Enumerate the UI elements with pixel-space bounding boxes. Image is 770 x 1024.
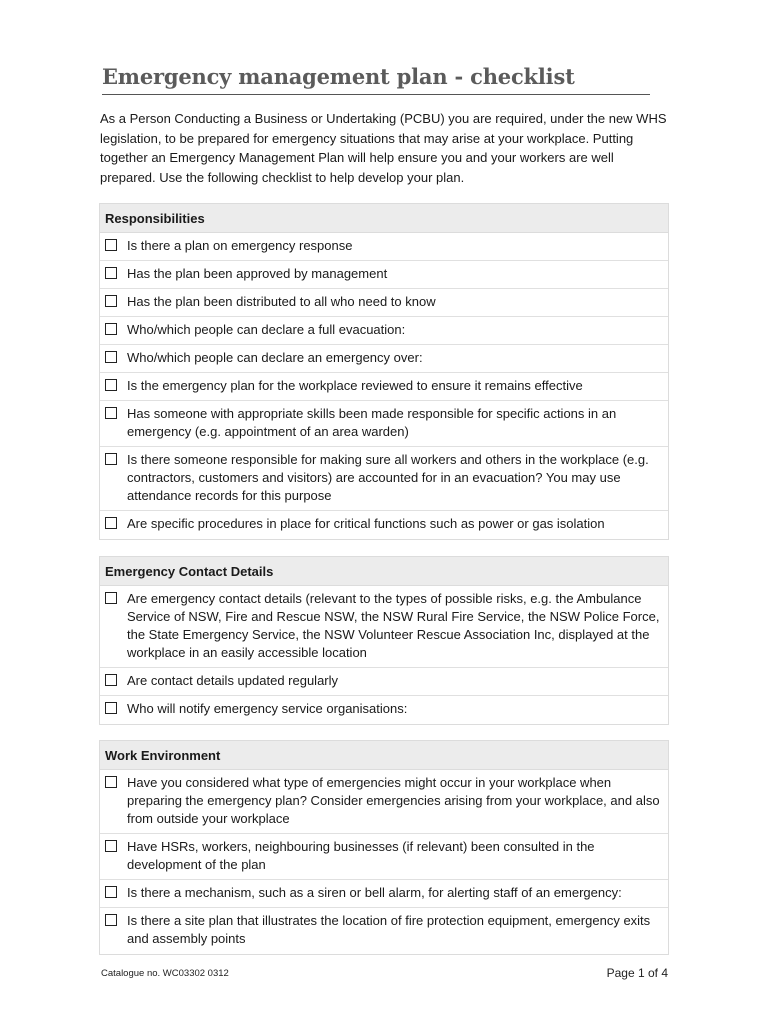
checkbox[interactable] — [105, 453, 117, 465]
checkbox[interactable] — [105, 517, 117, 529]
checklist-item-label: Is there a mechanism, such as a siren or bell alarm, for alerting staff of an emergency: — [127, 885, 622, 900]
section-responsibilities — [99, 203, 669, 540]
checklist-item-label: Is there a site plan that illustrates the location of fire protection equipment, emergency exits and assembly points — [127, 913, 651, 946]
checklist-item — [100, 908, 668, 954]
checkbox[interactable] — [105, 592, 117, 604]
section-heading: Work Environment — [100, 741, 668, 770]
catalogue-number: Catalogue no. WC03302 0312 — [101, 968, 229, 979]
checklist-item-label: Is the emergency plan for the workplace reviewed to ensure it remains effective — [127, 378, 583, 393]
page-number: Page 1 of 4 — [606, 966, 668, 980]
checklist-item-label: Who will notify emergency service organisations: — [127, 701, 408, 716]
checkbox[interactable] — [105, 407, 117, 419]
checklist-item — [100, 880, 668, 908]
checklist-item — [100, 373, 668, 401]
checklist-item — [100, 770, 668, 834]
checklist-item-label: Has the plan been distributed to all who need to know — [127, 294, 436, 309]
checklist-item — [100, 696, 668, 724]
checklist-item — [100, 317, 668, 345]
checklist-item-label: Is there a plan on emergency response — [127, 238, 353, 253]
checklist-item-label: Have HSRs, workers, neighbouring businesses (if relevant) been consulted in the development of the plan — [127, 839, 595, 872]
checkbox[interactable] — [105, 840, 117, 852]
checklist-item — [100, 233, 668, 261]
checklist-item-label: Have you considered what type of emergencies might occur in your workplace when preparing the emergency plan? Consider emergencies arising from your workplace, and also from outside your workplace — [127, 775, 660, 826]
checklist-item — [100, 401, 668, 447]
section-work-environment — [99, 740, 669, 955]
checklist-item-label: Who/which people can declare an emergency over: — [127, 350, 423, 365]
checklist-item-label: Are emergency contact details (relevant to the types of possible risks, e.g. the Ambulance Service of NSW, Fire and Rescue NSW, the NSW Rural Fire Service, the NSW Police Force, the State Emergency Service, the NSW Volunteer Rescue Association Inc, displayed at the workplace in an easily accessible location — [127, 591, 660, 660]
checklist-item-label: Are specific procedures in place for critical functions such as power or gas isolation — [127, 516, 605, 531]
checklist-item — [100, 511, 668, 539]
checkbox[interactable] — [105, 886, 117, 898]
checkbox[interactable] — [105, 914, 117, 926]
section-heading: Responsibilities — [100, 204, 668, 233]
checklist-item-label: Has the plan been approved by management — [127, 266, 388, 281]
checkbox[interactable] — [105, 674, 117, 686]
checklist-item-label: Are contact details updated regularly — [127, 673, 339, 688]
checkbox[interactable] — [105, 702, 117, 714]
checklist-item — [100, 261, 668, 289]
checkbox[interactable] — [105, 239, 117, 251]
checklist-item — [100, 834, 668, 880]
checkbox[interactable] — [105, 267, 117, 279]
section-emergency-contact-details — [99, 556, 669, 725]
checkbox[interactable] — [105, 323, 117, 335]
checkbox[interactable] — [105, 776, 117, 788]
checklist-item-label: Is there someone responsible for making sure all workers and others in the workplace (e.g. contractors, customers and visitors) are accounted for in an evacuation? You may use attendance records for this purpose — [127, 452, 649, 503]
checklist-item-label: Has someone with appropriate skills been made responsible for specific actions in an emergency (e.g. appointment of an area warden) — [127, 406, 617, 439]
checklist-item — [100, 289, 668, 317]
checklist-item — [100, 447, 668, 511]
intro-paragraph: As a Person Conducting a Business or Undertaking (PCBU) you are required, under the new WHS legislation, to be prepared for emergency situations that may arise at your workplace. Putting together an Emergency Management Plan will help ensure you and your workers are well prepared. Use the following checklist to help develop your plan. — [100, 111, 667, 185]
checklist-item — [100, 345, 668, 373]
checklist-item — [100, 586, 668, 668]
checkbox[interactable] — [105, 351, 117, 363]
section-heading: Emergency Contact Details — [100, 557, 668, 586]
checklist-item — [100, 668, 668, 696]
checkbox[interactable] — [105, 295, 117, 307]
page-title: Emergency management plan - checklist — [102, 64, 650, 95]
checkbox[interactable] — [105, 379, 117, 391]
checklist-item-label: Who/which people can declare a full evacuation: — [127, 322, 406, 337]
